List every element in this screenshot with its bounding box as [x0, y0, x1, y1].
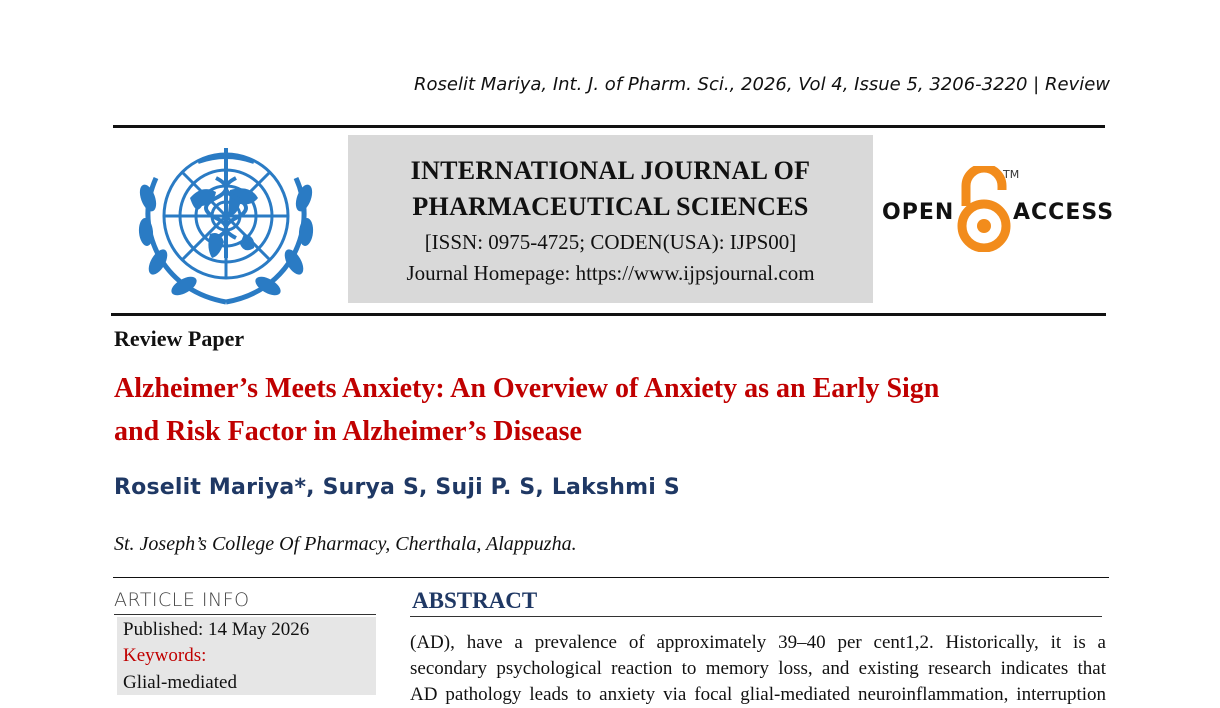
abstract-line: AD pathology leads to anxiety via focal glial-mediated neuroinflammation, interruption [410, 684, 1106, 705]
article-info-rule [114, 614, 376, 615]
paper-title-line2: and Risk Factor in Alzheimer’s Disease [114, 416, 582, 447]
paper-type: Review Paper [114, 326, 245, 351]
journal-name-line2: PHARMACEUTICAL SCIENCES [412, 192, 809, 221]
journal-emblem-icon [126, 138, 326, 306]
article-info-box [117, 617, 376, 695]
journal-name [348, 153, 873, 225]
abstract-line: secondary psychological reaction to memory loss, and existing research indicates that [410, 658, 1106, 679]
keyword-item: Glial-mediated [123, 672, 237, 693]
open-access-open-label: OPEN [882, 200, 955, 225]
abstract-heading: ABSTRACT [412, 588, 538, 613]
journal-issn: [ISSN: 0975-4725; CODEN(USA): IJPS00] [424, 230, 797, 254]
header-top-rule [113, 125, 1105, 128]
journal-masthead [348, 135, 873, 303]
article-info-heading: ARTICLE INFO [114, 589, 250, 611]
published-date: Published: 14 May 2026 [123, 619, 310, 640]
section-divider [113, 577, 1109, 578]
citation-header: Roselit Mariya, Int. J. of Pharm. Sci., 2026, Vol 4, Issue 5, 3206-3220 | Review [414, 74, 1110, 95]
affiliation: St. Joseph’s College Of Pharmacy, Cherthala, Alappuzha. [114, 533, 577, 555]
author-list: Roselit Mariya*, Surya S, Suji P. S, Lakshmi S [114, 475, 680, 500]
abstract-line: (AD), have a prevalence of approximately 39–40 per cent1,2. Historically, it is a [410, 632, 1106, 653]
header-bottom-rule [111, 313, 1106, 316]
paper-title-line1: Alzheimer’s Meets Anxiety: An Overview of Anxiety as an Early Sign [114, 373, 940, 404]
journal-name-line1: INTERNATIONAL JOURNAL OF [410, 156, 811, 185]
open-access-trademark: TM [1003, 168, 1020, 181]
paper-title [114, 367, 1104, 453]
open-access-access-label: ACCESS [1013, 200, 1115, 225]
abstract-body [410, 630, 1106, 708]
keywords-label: Keywords: [123, 645, 207, 666]
abstract-rule [410, 616, 1102, 617]
open-access-logo [880, 166, 1115, 252]
journal-homepage: Journal Homepage: https://www.ijpsjournal.com [406, 261, 815, 285]
